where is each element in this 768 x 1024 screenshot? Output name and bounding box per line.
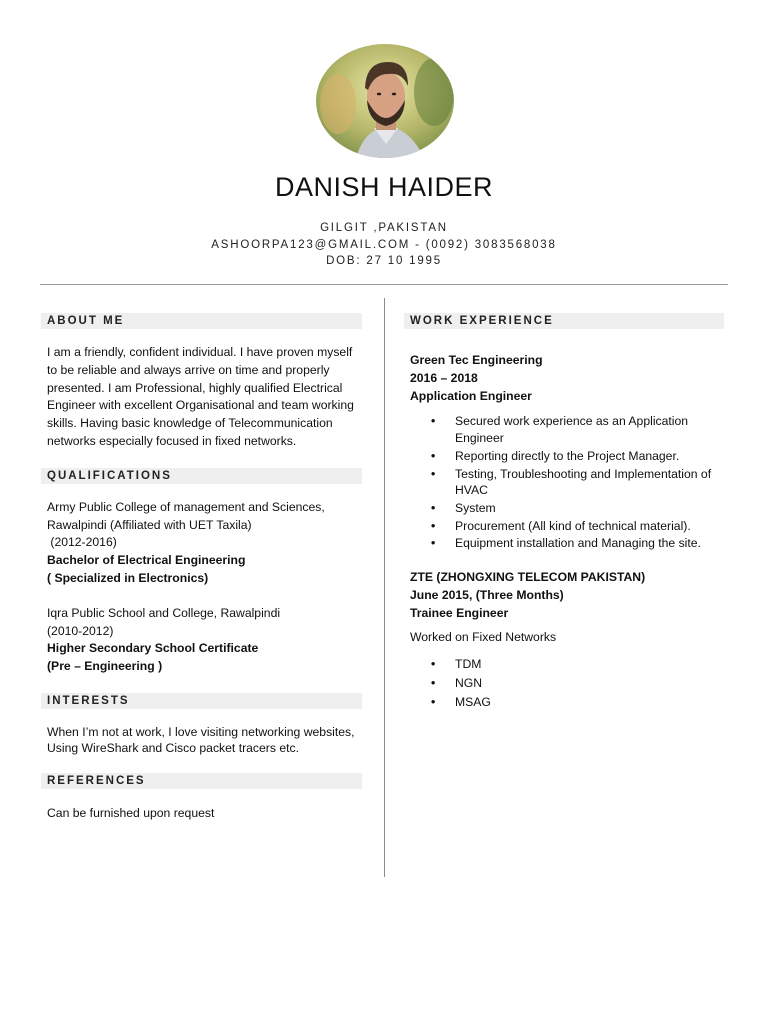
job-title: Application Engineer <box>410 388 532 403</box>
qualification-item <box>41 499 362 588</box>
job-bullet: • Testing, Troubleshooting and Implementation of HVAC <box>455 466 724 499</box>
qualification-detail: (Pre – Engineering ) <box>47 659 163 674</box>
job-bullet-list <box>404 656 724 710</box>
qualification-institution: Iqra Public School and College, Rawalpindi <box>47 605 281 620</box>
job-bullet: • Reporting directly to the Project Manager. <box>455 448 724 465</box>
job-bullet: • MSAG <box>455 694 724 711</box>
job-period: 2016 – 2018 <box>410 370 478 385</box>
work-experience-heading: WORK EXPERIENCE <box>404 313 724 329</box>
qualification-institution: Army Public College of management and Sciences, Rawalpindi (Affiliated with UET Taxila) <box>47 499 325 532</box>
job-bullet-list <box>404 413 724 552</box>
column-divider <box>384 298 385 877</box>
job-entry <box>404 352 724 405</box>
email-phone: ASHOORPA123@GMAIL.COM - (0092) 3083568038 <box>211 238 557 251</box>
qualification-detail: ( Specialized in Electronics) <box>47 570 209 585</box>
job-bullet: • Equipment installation and Managing the site. <box>455 535 724 552</box>
references-text: Can be furnished upon request <box>47 805 215 820</box>
left-column <box>41 313 362 823</box>
job-bullet: • System <box>455 500 724 517</box>
qualification-item <box>41 605 362 676</box>
job-bullet: • Procurement (All kind of technical material). <box>455 518 724 535</box>
interests-text: When I’m not at work, I love visiting networking websites, Using WireShark and Cisco packet tracers etc. <box>47 724 355 756</box>
qualifications-heading: QUALIFICATIONS <box>41 468 362 484</box>
job-entry <box>404 569 724 647</box>
qualification-degree: Higher Secondary School Certificate <box>47 641 259 656</box>
job-bullet: • Secured work experience as an Application Engineer <box>455 413 724 446</box>
right-column <box>404 313 724 711</box>
about-heading: ABOUT ME <box>41 313 362 329</box>
job-company: Green Tec Engineering <box>410 353 543 367</box>
qualification-years: (2012-2016) <box>47 535 117 550</box>
job-title: Trainee Engineer <box>410 605 509 620</box>
qualification-degree: Bachelor of Electrical Engineering <box>47 553 246 568</box>
job-period: June 2015, (Three Months) <box>410 587 564 602</box>
job-company: ZTE (ZHONGXING TELECOM PAKISTAN) <box>410 570 646 585</box>
about-text: I am a friendly, confident individual. I have proven myself to be reliable and always arrive on time and properly presented. I am Professional, highly qualified Electrical Engineer with excellent Organisational and team working skills. Having basic knowledge of Telecommunication networks especially focused in fixed networks. <box>47 345 354 448</box>
contact-block <box>0 220 768 270</box>
qualification-years: (2010-2012) <box>47 623 114 638</box>
location: GILGIT ,PAKISTAN <box>320 222 448 234</box>
interests-heading: INTERESTS <box>41 693 362 709</box>
profile-photo <box>316 44 454 158</box>
candidate-name: DANISH HAIDER <box>274 172 494 202</box>
references-heading: REFERENCES <box>41 773 362 789</box>
header-divider <box>40 284 728 285</box>
job-bullet: • TDM <box>455 656 724 673</box>
job-note: Worked on Fixed Networks <box>410 630 557 645</box>
date-of-birth: DOB: 27 10 1995 <box>326 255 442 267</box>
job-bullet: • NGN <box>455 675 724 692</box>
